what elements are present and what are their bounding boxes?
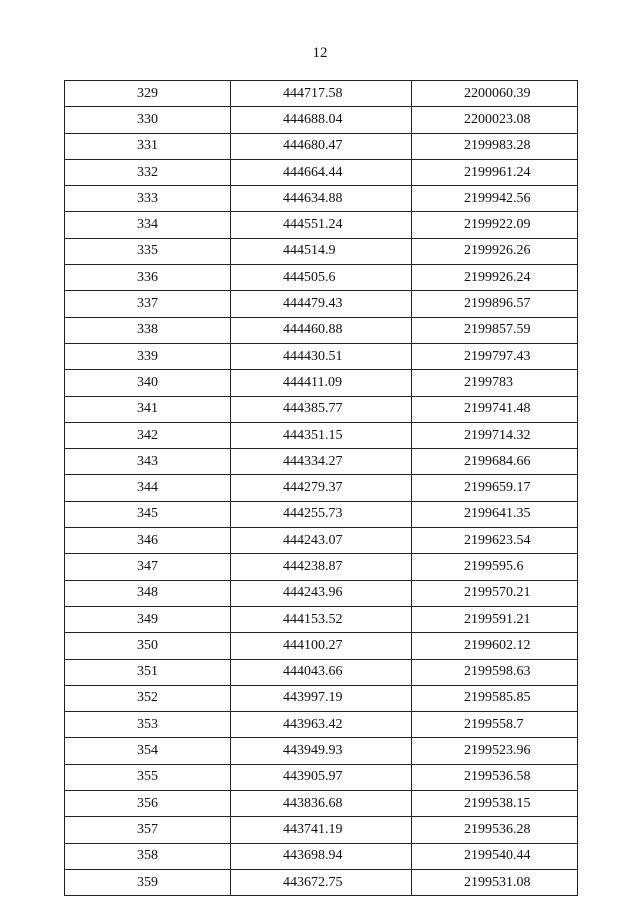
table-row	[65, 817, 578, 843]
y-coordinate-cell: 2199540.44	[412, 843, 578, 869]
table-row	[65, 396, 578, 422]
table-row	[65, 212, 578, 238]
table-row	[65, 633, 578, 659]
y-coordinate-cell: 2199536.28	[412, 817, 578, 843]
point-number-cell: 356	[65, 791, 231, 817]
table-row	[65, 685, 578, 711]
point-number-cell: 335	[65, 238, 231, 264]
table-row	[65, 370, 578, 396]
x-coordinate-cell: 444634.88	[231, 186, 412, 212]
point-number-cell: 358	[65, 843, 231, 869]
point-number-cell: 359	[65, 869, 231, 895]
table-row	[65, 159, 578, 185]
x-coordinate-cell: 444385.77	[231, 396, 412, 422]
x-coordinate-cell: 443698.94	[231, 843, 412, 869]
point-number-cell: 336	[65, 265, 231, 291]
table-row	[65, 580, 578, 606]
table-row	[65, 869, 578, 895]
x-coordinate-cell: 443949.93	[231, 738, 412, 764]
point-number-cell: 346	[65, 528, 231, 554]
x-coordinate-cell: 443963.42	[231, 712, 412, 738]
y-coordinate-cell: 2199558.7	[412, 712, 578, 738]
x-coordinate-cell: 444153.52	[231, 606, 412, 632]
point-number-cell: 357	[65, 817, 231, 843]
y-coordinate-cell: 2199538.15	[412, 791, 578, 817]
y-coordinate-cell: 2199585.85	[412, 685, 578, 711]
y-coordinate-cell: 2199595.6	[412, 554, 578, 580]
point-number-cell: 349	[65, 606, 231, 632]
table-row	[65, 317, 578, 343]
point-number-cell: 351	[65, 659, 231, 685]
x-coordinate-cell: 444430.51	[231, 343, 412, 369]
y-coordinate-cell: 2199570.21	[412, 580, 578, 606]
table-row	[65, 186, 578, 212]
point-number-cell: 344	[65, 475, 231, 501]
table-body	[65, 81, 578, 896]
x-coordinate-cell: 443836.68	[231, 791, 412, 817]
y-coordinate-cell: 2199536.58	[412, 764, 578, 790]
y-coordinate-cell: 2199857.59	[412, 317, 578, 343]
point-number-cell: 330	[65, 107, 231, 133]
x-coordinate-cell: 443741.19	[231, 817, 412, 843]
coordinates-table-container	[64, 80, 577, 896]
table-row	[65, 238, 578, 264]
x-coordinate-cell: 443905.97	[231, 764, 412, 790]
x-coordinate-cell: 444460.88	[231, 317, 412, 343]
point-number-cell: 350	[65, 633, 231, 659]
x-coordinate-cell: 444043.66	[231, 659, 412, 685]
table-row	[65, 738, 578, 764]
y-coordinate-cell: 2199942.56	[412, 186, 578, 212]
table-row	[65, 475, 578, 501]
point-number-cell: 331	[65, 133, 231, 159]
y-coordinate-cell: 2199523.96	[412, 738, 578, 764]
y-coordinate-cell: 2199591.21	[412, 606, 578, 632]
y-coordinate-cell: 2200060.39	[412, 81, 578, 107]
y-coordinate-cell: 2199797.43	[412, 343, 578, 369]
x-coordinate-cell: 444255.73	[231, 501, 412, 527]
point-number-cell: 342	[65, 422, 231, 448]
table-row	[65, 133, 578, 159]
table-row	[65, 554, 578, 580]
table-row	[65, 764, 578, 790]
y-coordinate-cell: 2199684.66	[412, 449, 578, 475]
y-coordinate-cell: 2199602.12	[412, 633, 578, 659]
y-coordinate-cell: 2199623.54	[412, 528, 578, 554]
point-number-cell: 337	[65, 291, 231, 317]
y-coordinate-cell: 2199783	[412, 370, 578, 396]
x-coordinate-cell: 444243.07	[231, 528, 412, 554]
table-row	[65, 107, 578, 133]
point-number-cell: 343	[65, 449, 231, 475]
point-number-cell: 329	[65, 81, 231, 107]
x-coordinate-cell: 444334.27	[231, 449, 412, 475]
x-coordinate-cell: 443997.19	[231, 685, 412, 711]
table-row	[65, 791, 578, 817]
y-coordinate-cell: 2199926.24	[412, 265, 578, 291]
table-row	[65, 343, 578, 369]
y-coordinate-cell: 2199922.09	[412, 212, 578, 238]
x-coordinate-cell: 444514.9	[231, 238, 412, 264]
x-coordinate-cell: 444664.44	[231, 159, 412, 185]
point-number-cell: 333	[65, 186, 231, 212]
y-coordinate-cell: 2200023.08	[412, 107, 578, 133]
table-row	[65, 501, 578, 527]
x-coordinate-cell: 444100.27	[231, 633, 412, 659]
table-row	[65, 291, 578, 317]
y-coordinate-cell: 2199531.08	[412, 869, 578, 895]
point-number-cell: 332	[65, 159, 231, 185]
table-row	[65, 449, 578, 475]
y-coordinate-cell: 2199598.63	[412, 659, 578, 685]
table-row	[65, 712, 578, 738]
y-coordinate-cell: 2199714.32	[412, 422, 578, 448]
y-coordinate-cell: 2199961.24	[412, 159, 578, 185]
x-coordinate-cell: 443672.75	[231, 869, 412, 895]
point-number-cell: 348	[65, 580, 231, 606]
x-coordinate-cell: 444243.96	[231, 580, 412, 606]
y-coordinate-cell: 2199926.26	[412, 238, 578, 264]
table-row	[65, 606, 578, 632]
point-number-cell: 355	[65, 764, 231, 790]
y-coordinate-cell: 2199641.35	[412, 501, 578, 527]
page-number: 12	[312, 45, 328, 61]
coordinates-table	[64, 80, 578, 896]
y-coordinate-cell: 2199741.48	[412, 396, 578, 422]
point-number-cell: 352	[65, 685, 231, 711]
y-coordinate-cell: 2199659.17	[412, 475, 578, 501]
table-row	[65, 659, 578, 685]
table-row	[65, 265, 578, 291]
point-number-cell: 340	[65, 370, 231, 396]
point-number-cell: 354	[65, 738, 231, 764]
point-number-cell: 345	[65, 501, 231, 527]
y-coordinate-cell: 2199896.57	[412, 291, 578, 317]
table-row	[65, 843, 578, 869]
point-number-cell: 353	[65, 712, 231, 738]
table-row	[65, 422, 578, 448]
x-coordinate-cell: 444680.47	[231, 133, 412, 159]
x-coordinate-cell: 444551.24	[231, 212, 412, 238]
x-coordinate-cell: 444279.37	[231, 475, 412, 501]
point-number-cell: 339	[65, 343, 231, 369]
point-number-cell: 334	[65, 212, 231, 238]
table-row	[65, 528, 578, 554]
x-coordinate-cell: 444351.15	[231, 422, 412, 448]
point-number-cell: 341	[65, 396, 231, 422]
y-coordinate-cell: 2199983.28	[412, 133, 578, 159]
point-number-cell: 347	[65, 554, 231, 580]
x-coordinate-cell: 444717.58	[231, 81, 412, 107]
point-number-cell: 338	[65, 317, 231, 343]
x-coordinate-cell: 444479.43	[231, 291, 412, 317]
x-coordinate-cell: 444688.04	[231, 107, 412, 133]
x-coordinate-cell: 444411.09	[231, 370, 412, 396]
x-coordinate-cell: 444238.87	[231, 554, 412, 580]
table-row	[65, 81, 578, 107]
x-coordinate-cell: 444505.6	[231, 265, 412, 291]
